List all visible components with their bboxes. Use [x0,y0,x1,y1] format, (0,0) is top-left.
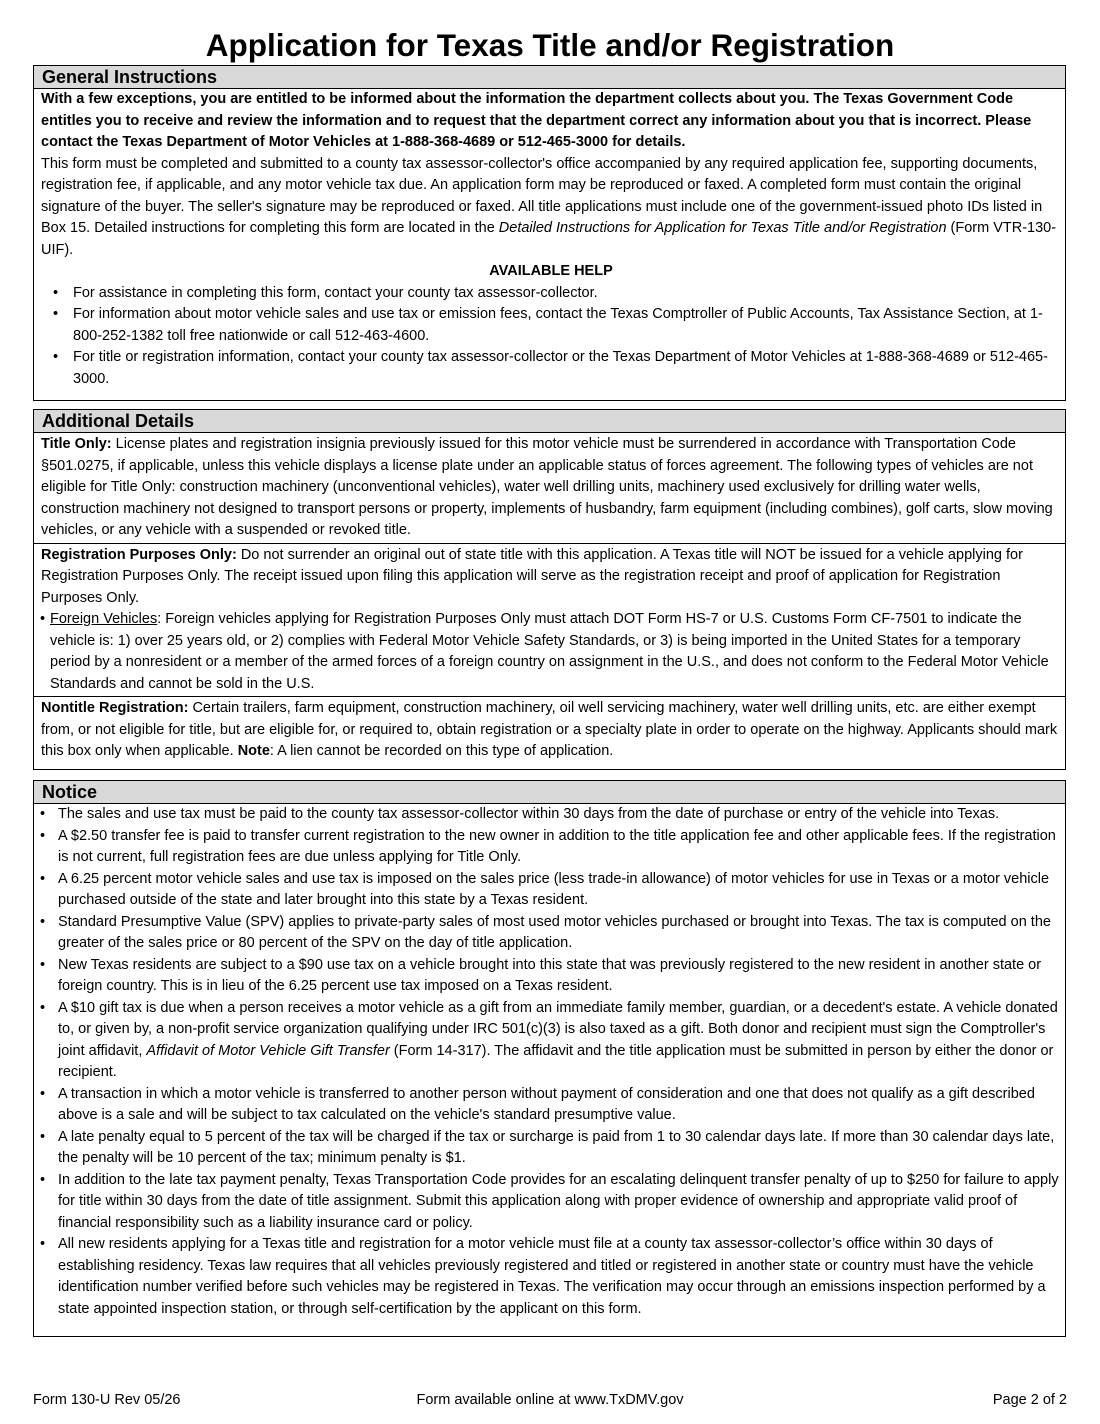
notice-section [33,780,1066,1337]
note-label: Note [237,743,270,759]
help-item: • For title or registration information, contact your county tax assessor-collector or the Texas Department of Motor Vehicles at 1-888-368-4689 or 512-465-3000. [41,347,1061,390]
additional-details-heading: Additional Details [34,410,1065,433]
foreign-vehicles-label: Foreign Vehicles [50,611,158,627]
general-instructions-heading: General Instructions [34,66,1065,89]
page-number: Page 2 of 2 [992,1392,1067,1408]
gift-tax-end: (Form 14-317). The affidavit and the title application must be submitted in person by either the donor or recipient. [58,1042,1054,1080]
additional-details-section [33,409,1066,770]
notice-item: • A late penalty equal to 5 percent of the tax will be charged if the tax or surcharge is paid from 1 to 30 calendar days late. If more than 30 calendar days late, the penalty will be 10 percent of the tax; minimum penalty is $1. [34,1127,1061,1170]
form-id: Form 130-U Rev 05/26 [33,1392,181,1408]
foreign-vehicles-item [34,609,1061,695]
notice-item: • In addition to the late tax payment penalty, Texas Transportation Code provides for an escalating delinquent transfer penalty of up to $250 for failure to apply for title within 30 days from the date of title assignment. Submit this application along with proper evidence of ownership and appropriate valid proof of financial responsibility such as a liability insurance card or policy. [34,1170,1061,1235]
help-item: • For assistance in completing this form, contact your county tax assessor-collector. [41,283,1061,305]
help-item: • For information about motor vehicle sales and use tax or emission fees, contact the Texas Comptroller of Public Accounts, Tax Assistance Section, at 1-800-252-1382 toll free nationwide or call 512-463-4600. [41,304,1061,347]
general-instructions-paragraph [41,154,1061,262]
rpo-text: Do not surrender an original out of state title with this application. A Texas title will NOT be issued for a vehicle applying for Registration Purposes Only. The receipt issued upon filing this application will serve as the registration receipt and proof of application for Registration Purposes Only. [41,546,1023,606]
notice-item: • Standard Presumptive Value (SPV) applies to private-party sales of most used motor vehicles purchased or brought into Texas. The tax is computed on the greater of the sales price or 80 percent of the SPV on the day of title application. [34,912,1061,955]
gift-tax-start: A $10 gift tax is due when a person receives a motor vehicle as a gift from an immediate family member, guardian, or a decedent's estate. A vehicle donated to, or given by, a non-profit service organization qualifying under IRC 501(c)(3) is also taxed as a gift. Both donor and recipient must sign the Comptroller's joint affidavit, [58,999,1058,1059]
foreign-vehicles-text: : Foreign vehicles applying for Registration Purposes Only must attach DOT Form HS-7 or U.S. Customs Form CF-7501 to indicate the vehicle is: 1) over 25 years old, or 2) complies with Federal Motor Vehicle Safety Standards, or 3) is being imported in the United States for a temporary period by a nonresident or a member of the armed forces of a foreign country on assignment in the U.S., and does not conform to the Federal Motor Vehicle Standards and cannot be sold in the U.S. [50,611,1049,692]
title-only-label: Title Only: [41,436,112,452]
notice-list [34,804,1061,1320]
rpo-paragraph [41,545,1061,610]
general-instructions-body [34,89,1065,390]
foreign-vehicles-list [34,609,1061,695]
general-para-end: (Form VTR-130-UIF). [41,220,1057,258]
notice-item: • A transaction in which a motor vehicle is transferred to another person without payment of consideration and one that does not qualify as a gift described above is a sale and will be subject to tax calculated on the vehicle's standard presumptive value. [34,1084,1061,1127]
notice-item: • The sales and use tax must be paid to the county tax assessor-collector within 30 days from the date of purchase or entry of the vehicle into Texas. [34,804,1061,826]
detailed-instructions-title: Detailed Instructions for Application for Texas Title and/or Registration [498,220,947,236]
document-title: Application for Texas Title and/or Registration [205,27,895,63]
note-text: : A lien cannot be recorded on this type of application. [269,743,614,759]
help-list [41,283,1061,391]
online-availability: Form available online at www.TxDMV.gov [416,1392,684,1408]
notice-item-gift-tax [34,998,1061,1084]
general-para-start: This form must be completed and submitted to a county tax assessor-collector's office accompanied by any required application fee, supporting documents, registration fee, if applicable, and any motor vehicle tax due. An application form may be reproduced or faxed. A completed form must contain the original signature of the buyer. The seller's signature may be reproduced or faxed. All title applications must include one of the government-issued photo IDs listed in Box 15. Detailed instructions for completing this form are located in the [41,155,1043,236]
nontitle-registration-block [34,696,1065,764]
nontitle-text: Certain trailers, farm equipment, construction machinery, oil well servicing machinery, water well drilling units, etc. are either exempt from, or not eligible for title, but are eligible for, or required to, obtain registration or a specialty plate in order to operate on the highway. Applicants should mark this box only when applicable. [41,700,1058,759]
title-only-text: License plates and registration insignia previously issued for this motor vehicle must be surrendered in accordance with Transportation Code §501.0275, if applicable, unless this vehicle displays a license plate under an applicable status of forces agreement. The following types of vehicles are not eligible for Title Only: construction machinery (unconventional vehicles), water well drilling units, machinery used exclusively for drilling water wells, construction machinery not designed to transport persons or property, implements of husbandry, farm equipment (including combines), golf carts, slow moving vehicles, or any vehicle with a suspended or revoked title. [41,436,1053,538]
general-instructions-section [33,65,1066,401]
notice-item: • A 6.25 percent motor vehicle sales and use tax is imposed on the sales price (less trade-in allowance) of motor vehicles for use in Texas or a motor vehicle purchased outside of the state and later brought into this state by a Texas resident. [34,869,1061,912]
nontitle-label: Nontitle Registration: [41,700,189,716]
available-help-heading: AVAILABLE HELP [489,263,613,279]
notice-item: • New Texas residents are subject to a $90 use tax on a vehicle brought into this state that was previously registered to the new resident in another state or foreign country. This is in lieu of the 6.25 percent use tax imposed on a Texas resident. [34,955,1061,998]
notice-item: • All new residents applying for a Texas title and registration for a motor vehicle must file at a county tax assessor-collector’s office within 30 days of establishing residency. Texas law requires that all vehicles previously registered and titled or registered in another state or country must have the vehicle identification number verified before such vehicles may be registered in Texas. The verification may occur through an emissions inspection performed by a state appointed inspection station, or through self-certification by the applicant on this form. [34,1234,1061,1320]
title-only-block [34,433,1065,543]
privacy-notice: With a few exceptions, you are entitled to be informed about the information the department collects about you. The Texas Government Code entitles you to receive and review the information and to request that the department correct any information about you that is incorrect. Please contact the Texas Department of Motor Vehicles at 1-888-368-4689 or 512-465-3000 for details. [41,91,1032,150]
notice-item: • A $2.50 transfer fee is paid to transfer current registration to the new owner in addition to the title application fee and other applicable fees. If the registration is not current, full registration fees are due unless applying for Title Only. [34,826,1061,869]
additional-details-body [34,433,1065,764]
notice-heading: Notice [34,781,1065,804]
notice-body [34,804,1065,1320]
gift-affidavit-title: Affidavit of Motor Vehicle Gift Transfer [146,1042,390,1059]
registration-purposes-only-block [34,543,1065,697]
rpo-label: Registration Purposes Only: [41,546,237,563]
